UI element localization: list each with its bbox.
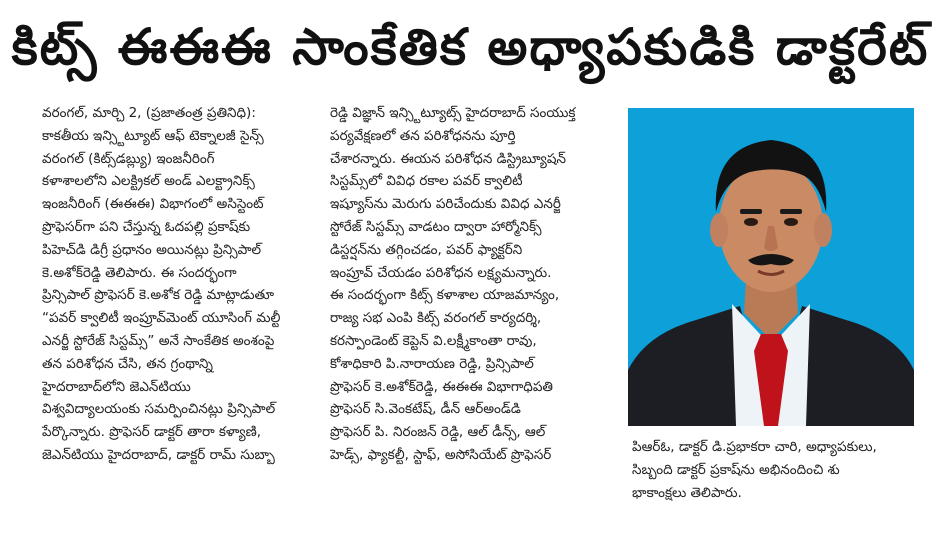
article-line: కళాశాలలోని ఎలక్ట్రికల్ అండ్ ఎలక్ట్రానిక్స్	[42, 173, 255, 190]
article-line: ఎనర్జీ స్టోరేజ్ సిస్టమ్స్” అనే సాంకేతిక అంశంపై	[42, 332, 275, 349]
article-line: చేశారన్నారు. ఈయన పరిశోధన డిస్ట్రిబ్యూషన్	[330, 150, 566, 167]
article-line: హెడ్స్, ఫ్యాకల్టీ, స్టాఫ్, అసోసియేట్ ప్రొఫెసర్	[330, 446, 552, 463]
article-line: వరంగల్ (కిట్స్‌డబ్ల్యు) ఇంజనీరింగ్	[42, 150, 215, 167]
left-ear	[710, 213, 728, 247]
right-ear	[814, 213, 832, 247]
article-line: ఈ సందర్భంగా కిట్స్ కళాశాల యాజమాన్యం,	[330, 287, 560, 304]
article-line: పేర్కొన్నారు. ప్రొఫెసర్ డాక్టర్ తారా కళ్యాణి,	[42, 424, 262, 441]
left-eyebrow	[740, 209, 762, 214]
article-line: ఇంప్రూవ్ చేయడం పరిశోధన లక్ష్యమన్నారు.	[330, 264, 552, 281]
article-line: కె.అశోక్‌రెడ్డి తెలిపారు. ఈ సందర్భంగా	[42, 264, 237, 281]
right-eyebrow	[780, 209, 802, 214]
article-line: డిస్టర్షన్‌ను తగ్గించడం, పవర్ ఫ్యాక్టర్‌ని	[330, 241, 523, 258]
caption-line: పిఆర్ఓ, డాక్టర్ డి.ప్రభాకరా చారి, అధ్యాపకులు,	[632, 439, 877, 455]
article-line: ప్రొఫెసర్ పి. నిరంజన్ రెడ్డి, ఆల్ డీన్స్, ఆల్	[330, 424, 546, 441]
article-line: ప్రిన్సిపాల్ ప్రొఫెసర్ కె.అశోక రెడ్డి మాట్లాడుతూ	[42, 287, 275, 304]
article-line: ప్రొఫెసర్ కె.అశోక్‌రెడ్డి, ఈఈఈ విభాగాధిపతి	[330, 378, 553, 395]
article-line: రెడ్డి విజ్ఞాన్ ఇన్స్టిట్యూట్స్ హైదరాబాద్ సంయుక్త	[330, 105, 576, 121]
article-line: సిస్టమ్స్‌లో వివిధ రకాల పవర్ క్వాలిటీ	[330, 173, 523, 190]
caption-line: సిబ్బంది డాక్టర్ ప్రకాష్‌ను అభినందించి శు	[632, 461, 840, 478]
article-line: వరంగల్, మార్చి 2, (ప్రజాతంత్ర ప్రతినిధి):	[42, 105, 256, 121]
photo-caption	[632, 436, 924, 504]
article-line: “పవర్ క్వాలిటీ ఇంప్రూవ్‌మెంట్ యూసింగ్ మల్టీ	[42, 310, 281, 327]
article-line: జెఎన్‌టియు హైదరాబాద్, డాక్టర్ రామ్ సుబ్బా	[42, 446, 275, 463]
article-line: పర్యవేక్షణలో తన పరిశోధనను పూర్తి	[330, 127, 516, 144]
right-eye	[784, 218, 798, 226]
article-line: విశ్వవిద్యాలయంకు సమర్పించినట్లు ప్రిన్సిపాల్	[42, 401, 276, 418]
caption-line: భాకాంక్షలు తెలిపారు.	[632, 484, 742, 501]
article-column-1	[42, 102, 312, 467]
headline: కిట్స్ ఈఈఈ సాంకేతిక అధ్యాపకుడికి డాక్టరేట్	[11, 18, 930, 76]
article-line: రాజ్య సభ ఎంపి కిట్స్ వరంగల్ కార్యదర్శి,	[330, 310, 542, 327]
article-line: కరస్పాండెంట్ కెప్టెన్ వి.లక్ష్మీకాంతా రావు,	[330, 332, 537, 349]
article-line: తన పరిశోధన చేసి, తన గ్రంథాన్ని	[42, 355, 213, 372]
article-line: కాకతీయ ఇన్స్టిట్యూట్ ఆఫ్ టెక్నాలజీ సైన్స్	[42, 127, 264, 144]
portrait-photo	[628, 108, 914, 426]
article-column-2	[330, 102, 608, 467]
article-line: ప్రొఫెసర్ సి.వెంకటేష్, డీన్ ఆర్‌అండ్‌డి	[330, 401, 521, 418]
article-line: పిహెచ్‌డి డిగ్రీ ప్రధానం అయినట్లు ప్రిన్సిపాల్	[42, 241, 262, 258]
article-line: కోశాధికారి పి.నారాయణ రెడ్డి, ప్రిన్సిపాల్	[330, 355, 534, 372]
portrait-illustration	[628, 108, 914, 426]
article-line: ఇంజనీరింగ్ (ఈఈఈ) విభాగంలో అసిస్టెంట్	[42, 196, 264, 213]
article-line: ఇష్యూస్‌ను మెరుగు పరిచేందుకు వివిధ ఎనర్జీ	[330, 196, 561, 213]
article-line: హైదరాబాద్‌లోని జెఎన్‌టియు	[42, 378, 191, 395]
article-line: ప్రొఫెసర్‌గా పని చేస్తున్న ఓదపల్లి ప్రకాష్‌కు	[42, 218, 251, 235]
article-line: స్టోరేజ్ సిస్టమ్స్ వాడటం ద్వారా హార్మోనిక్స్	[330, 218, 542, 235]
left-eye	[744, 218, 758, 226]
